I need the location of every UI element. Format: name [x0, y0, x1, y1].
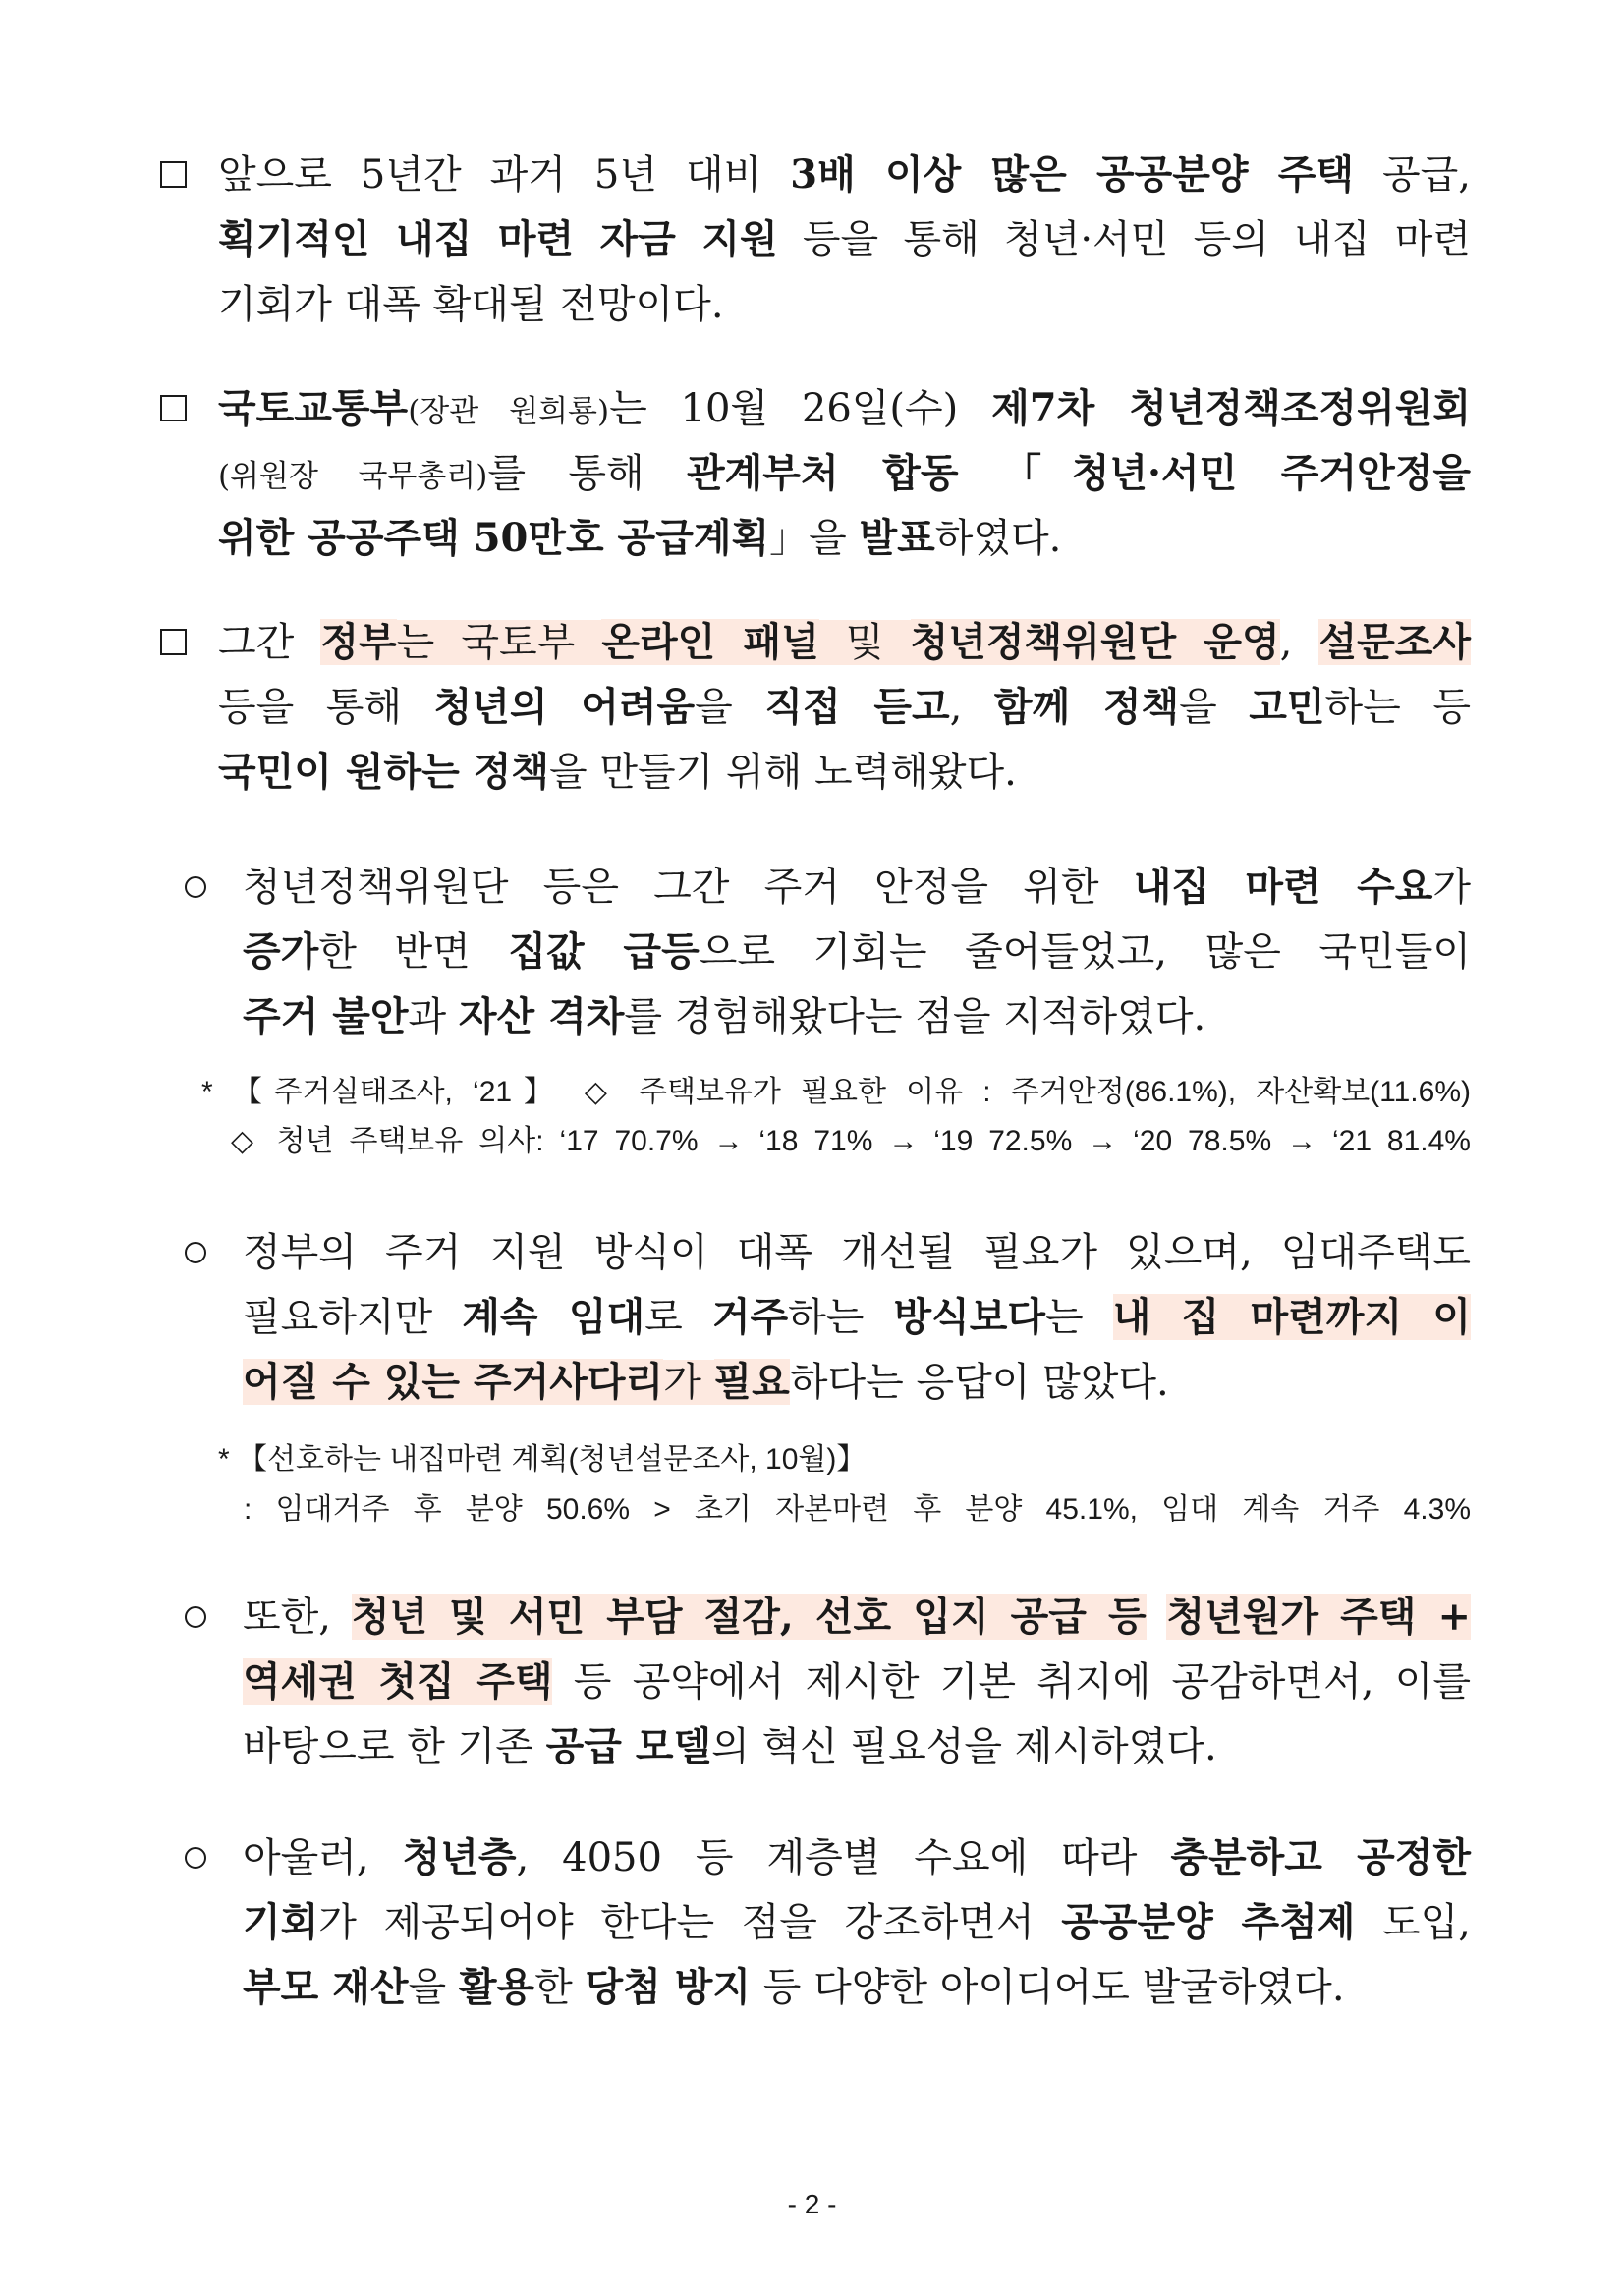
- text-run: (위원장 국무총리): [218, 459, 488, 494]
- footnote-1-line-1: [201, 1071, 1471, 1114]
- text-run: 함께 정책: [993, 684, 1180, 730]
- text-run: 하다는 응답이 많았다.: [789, 1360, 1169, 1405]
- footnote-1-line-2: [231, 1120, 1471, 1163]
- text-run: 도입,: [1355, 1900, 1471, 1945]
- text-run: 설문조사: [1318, 619, 1471, 665]
- paragraph-2-line-1: [218, 381, 1471, 436]
- text-run: 내 집 마련까지 이: [1112, 1294, 1471, 1340]
- text-run: 관계부처 합동 「청년·서민 주거안정을: [687, 450, 1471, 496]
- text-run: 및: [818, 620, 911, 665]
- text-run: * 【선호하는 내집마련 계획(청년설문조사, 10월)】: [218, 1443, 867, 1476]
- text-run: * 【주거실태조사, ‘21】 ◇ 주택보유가 필요한 이유 : 주거안정(86.1%), 자산확보(11.6%): [201, 1076, 1471, 1108]
- text-run: 활용: [458, 1964, 535, 2010]
- paragraph-4-line-3: [243, 989, 1205, 1044]
- text-run: 한 반면: [318, 929, 509, 975]
- text-run: 국토교통부: [218, 385, 409, 431]
- text-run: 가 제공되어야 한다는 점을 강조하면서: [318, 1900, 1062, 1945]
- text-run: 등 공약에서 제시한 기본 취지에 공감하면서, 이를: [552, 1659, 1471, 1705]
- text-run: 고민: [1249, 684, 1325, 730]
- paragraph-2-line-3: [218, 511, 1061, 566]
- text-run: 는 10월 26일(수): [609, 386, 992, 431]
- text-run: 등 다양한 아이디어도 발굴하였다.: [751, 1965, 1345, 2010]
- paragraph-3-line-2: [218, 680, 1471, 735]
- text-run: 거주: [711, 1294, 789, 1340]
- text-run: 을: [1179, 685, 1250, 730]
- text-run: 앞으로 5년간 과거 5년 대비: [218, 152, 791, 197]
- text-run: 국민이 원하는 정책: [218, 749, 549, 795]
- text-run: 역세권 첫집 주택: [243, 1658, 553, 1705]
- text-run: 필요하지만: [243, 1295, 463, 1340]
- text-run: 는: [1045, 1295, 1113, 1340]
- text-run: 등을 통해: [218, 685, 434, 730]
- text-run: 발표: [859, 515, 935, 561]
- text-run: 한: [534, 1965, 586, 2010]
- text-run: ◇ 청년 주택보유 의사: ‘17 70.7% → ‘18 71% → ‘19 72.5% → ‘20 78.5% → ‘21 81.4%: [231, 1125, 1471, 1157]
- text-run: 공급 모델: [545, 1723, 712, 1769]
- text-run: ,: [1279, 620, 1319, 665]
- square-bullet-icon: [160, 161, 187, 188]
- text-run: 를 통해: [487, 451, 688, 496]
- paragraph-7-line-2: [243, 1895, 1471, 1950]
- text-run: 을: [408, 1965, 459, 2010]
- text-run: 과: [408, 994, 459, 1039]
- text-run: 으로 기회는 줄어들었고, 많은 국민들이: [699, 929, 1471, 975]
- text-run: (장관 원희룡): [408, 394, 610, 429]
- text-run: 청년정책위원단 등은 그간 주거 안정을 위한: [243, 865, 1134, 910]
- text-run: 공급,: [1354, 152, 1472, 197]
- text-run: 방식보다: [893, 1294, 1045, 1340]
- text-run: 증가: [243, 928, 319, 975]
- text-run: 그간: [218, 620, 321, 665]
- square-bullet-icon: [160, 629, 187, 655]
- text-run: 공공분양 추첨제: [1061, 1899, 1356, 1945]
- text-run: 청년 및 서민 부담 절감, 선호 입지 공급 등: [351, 1594, 1147, 1640]
- text-run: : 임대거주 후 분양 50.6% > 초기 자본마련 후 분양 45.1%, 임대 계속 거주 4.3%: [244, 1493, 1471, 1526]
- text-run: 충분하고 공정한: [1170, 1834, 1471, 1880]
- paragraph-4-line-1: [243, 860, 1471, 915]
- text-run: ,: [949, 685, 994, 730]
- text-run: 필요: [713, 1359, 790, 1405]
- paragraph-3-line-3: [218, 745, 1017, 800]
- paragraph-6-line-3: [243, 1719, 1217, 1774]
- text-run: 획기적인 내집 마련 자금 지원: [218, 216, 778, 262]
- text-run: 청년정책위원단 운영: [910, 619, 1280, 665]
- text-run: 청년원가 주택 +: [1166, 1594, 1471, 1640]
- text-run: 계속 임대: [462, 1294, 645, 1340]
- text-run: 아울러,: [243, 1835, 403, 1880]
- paragraph-7-line-3: [243, 1960, 1345, 2015]
- footnote-2-line-1: [218, 1438, 866, 1482]
- text-run: 의 혁신 필요성을 제시하였다.: [711, 1724, 1217, 1769]
- text-run: 바탕으로 한 기존: [243, 1724, 546, 1769]
- text-run: 직접 듣고: [764, 684, 950, 730]
- paragraph-3-line-1: [218, 615, 1471, 670]
- text-run: 온라인 패널: [601, 619, 819, 665]
- text-run: 청년의 어려움: [433, 684, 696, 730]
- paragraph-1-line-3: [218, 277, 724, 332]
- paragraph-1-line-2: [218, 212, 1471, 267]
- text-run: 또한,: [243, 1595, 352, 1640]
- page-number: - 2 -: [787, 2189, 837, 2219]
- text-run: 는 국토부: [396, 620, 602, 665]
- circle-bullet-icon: [185, 1242, 206, 1263]
- text-run: 제7차 청년정책조정위원회: [991, 385, 1471, 431]
- text-run: 하는: [788, 1295, 894, 1340]
- text-run: , 4050 등 계층별 수요에 따라: [516, 1835, 1171, 1880]
- text-run: 내집 마련 수요: [1133, 864, 1433, 910]
- text-run: 집값 급등: [508, 928, 700, 975]
- text-run: 위한 공공주택 50만호 공급계획: [218, 515, 770, 561]
- footnote-2-line-2: [244, 1488, 1471, 1532]
- text-run: 로: [644, 1295, 712, 1340]
- text-run: 정부의 주거 지원 방식이 대폭 개선될 필요가 있으며, 임대주택도: [243, 1230, 1471, 1275]
- paragraph-6-line-1: [243, 1590, 1471, 1645]
- text-run: 등을 통해 청년·서민 등의 내집 마련: [777, 217, 1471, 262]
- paragraph-5-line-3: [243, 1355, 1169, 1410]
- text-run: 하는 등: [1324, 685, 1471, 730]
- paragraph-6-line-2: [243, 1654, 1471, 1709]
- paragraph-5-line-2: [243, 1290, 1471, 1345]
- text-run: 가: [1432, 865, 1471, 910]
- circle-bullet-icon: [185, 876, 206, 898]
- paragraph-2-line-2: [218, 446, 1471, 501]
- text-run: 당첨 방지: [585, 1964, 751, 2010]
- text-run: 을: [695, 685, 765, 730]
- text-run: 부모 재산: [243, 1964, 409, 2010]
- text-run: [1147, 1595, 1167, 1640]
- square-bullet-icon: [160, 395, 187, 421]
- text-run: 3배 이상 많은 공공분양 주택: [790, 151, 1355, 197]
- text-run: 를 경험해왔다는 점을 지적하였다.: [624, 994, 1206, 1039]
- paragraph-7-line-1: [243, 1830, 1471, 1885]
- paragraph-1-line-1: [218, 147, 1471, 202]
- text-run: 」을: [769, 516, 860, 561]
- circle-bullet-icon: [185, 1847, 206, 1869]
- text-run: 정부: [320, 619, 397, 665]
- text-run: 청년층: [402, 1834, 517, 1880]
- paragraph-5-line-1: [243, 1225, 1471, 1280]
- text-run: 을 만들기 위해 노력해왔다.: [548, 750, 1017, 795]
- text-run: 가: [663, 1360, 714, 1405]
- text-run: 기회: [243, 1899, 319, 1945]
- text-run: 하였다.: [934, 516, 1062, 561]
- text-run: 자산 격차: [458, 993, 625, 1039]
- text-run: 기회가 대폭 확대될 전망이다.: [218, 282, 724, 327]
- circle-bullet-icon: [185, 1606, 206, 1628]
- paragraph-4-line-2: [243, 924, 1471, 980]
- text-run: 어질 수 있는 주거사다리: [243, 1359, 664, 1405]
- text-run: 주거 불안: [243, 993, 409, 1039]
